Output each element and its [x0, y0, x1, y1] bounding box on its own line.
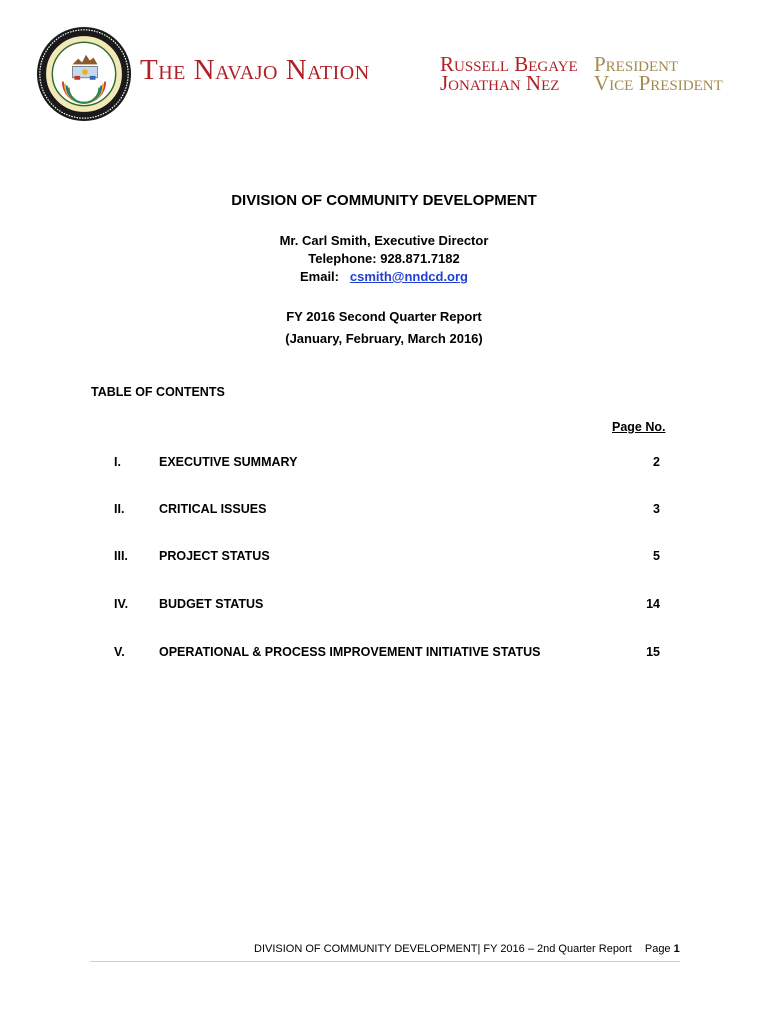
report-period: (January, February, March 2016) — [285, 331, 483, 346]
division-title: DIVISION OF COMMUNITY DEVELOPMENT — [231, 192, 537, 209]
president-name: Russell Begaye — [440, 52, 578, 76]
vice-president-role: Vice President — [594, 71, 723, 95]
toc-entry-page: 2 — [653, 455, 660, 469]
toc-entry-executive-summary[interactable] — [0, 455, 768, 473]
toc-entry-title: EXECUTIVE SUMMARY — [159, 455, 298, 469]
toc-entry-number: III. — [114, 549, 128, 563]
toc-entry-number: II. — [114, 502, 125, 516]
toc-entry-page: 15 — [646, 645, 660, 659]
navajo-nation-seal-icon — [36, 26, 132, 122]
toc-entry-title: OPERATIONAL & PROCESS IMPROVEMENT INITIATIVE STATUS — [159, 645, 541, 659]
toc-entry-number: V. — [114, 645, 125, 659]
toc-entry-title: CRITICAL ISSUES — [159, 502, 267, 516]
vice-president-name: Jonathan Nez — [440, 71, 560, 95]
toc-entry-number: I. — [114, 455, 121, 469]
officials-block — [440, 52, 723, 95]
toc-page-no-heading: Page No. — [612, 420, 666, 434]
toc-entry-title: PROJECT STATUS — [159, 549, 270, 563]
toc-entry-page: 5 — [653, 549, 660, 563]
toc-entry-operational-process-improvement[interactable] — [0, 645, 768, 663]
contact-block — [0, 232, 768, 286]
official-row-vice-president — [440, 71, 723, 95]
toc-entry-number: IV. — [114, 597, 129, 611]
toc-entry-page: 14 — [646, 597, 660, 611]
footer-page-label — [645, 943, 680, 955]
report-title: FY 2016 Second Quarter Report — [286, 309, 482, 324]
footer-divider — [90, 961, 680, 962]
toc-entry-page: 3 — [653, 502, 660, 516]
toc-entry-critical-issues[interactable] — [0, 502, 768, 520]
report-info — [0, 306, 768, 350]
email-label: Email: — [299, 269, 339, 284]
footer-page-word: Page — [644, 943, 671, 955]
page-footer — [254, 943, 680, 955]
toc-entry-project-status[interactable] — [0, 549, 768, 567]
toc-entry-budget-status[interactable] — [0, 597, 768, 615]
toc-heading: TABLE OF CONTENTS — [91, 385, 225, 399]
footer-page-number: 1 — [673, 943, 680, 955]
director-line: Mr. Carl Smith, Executive Director — [279, 233, 489, 248]
nation-title: The Navajo Nation — [140, 54, 370, 86]
footer-text: DIVISION OF COMMUNITY DEVELOPMENT| FY 2016 – 2nd Quarter Report — [254, 943, 632, 955]
president-role: President — [594, 52, 679, 76]
telephone-line: Telephone: 928.871.7182 — [308, 251, 460, 266]
email-link[interactable]: csmith@nndcd.org — [349, 269, 468, 284]
toc-entry-title: BUDGET STATUS — [159, 597, 264, 611]
email-line — [0, 268, 768, 286]
